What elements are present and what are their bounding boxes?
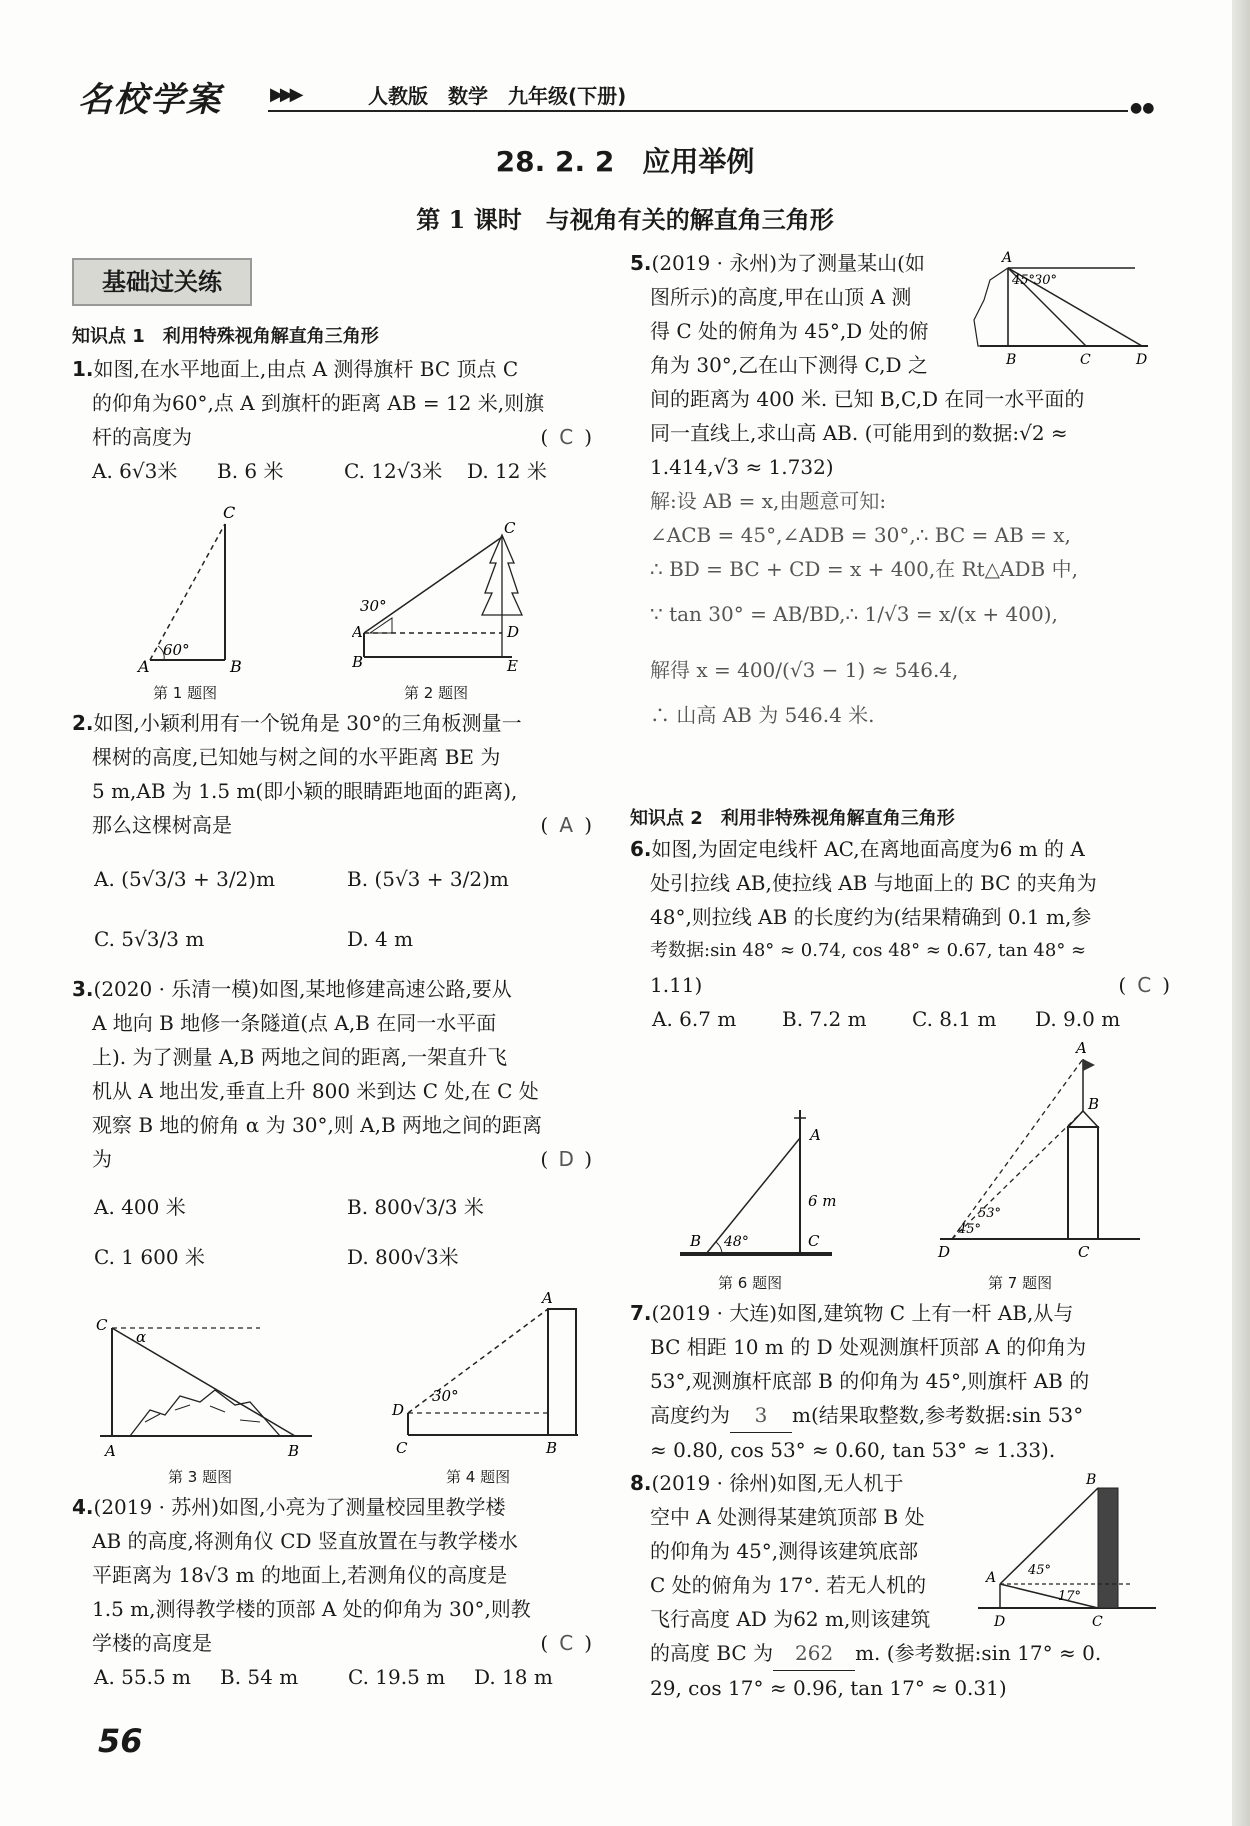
options <box>72 842 592 914</box>
angle-label: 45° <box>1028 1563 1052 1578</box>
question-text: 考数据:sin 48° ≈ 0.74, cos 48° ≈ 0.67, tan 48° ≈ <box>650 940 1087 961</box>
point-label: B <box>690 1232 702 1250</box>
question-text: 的仰角为60°,点 A 到旗杆的距离 AB = 12 米,则旗 <box>92 391 545 415</box>
knowledge-point-1: 知识点 1 利用特殊视角解直角三角形 <box>72 326 379 347</box>
solution-line: 解:设 AB = x,由题意可知: <box>650 489 887 513</box>
question-text: (2019 · 苏州)如图,小亮为了测量校园里教学楼 <box>93 1495 506 1519</box>
figure-2 <box>352 515 532 675</box>
option-c: C. 8.1 m <box>912 1007 997 1031</box>
option-c: C. 5√3/3 m <box>94 927 205 951</box>
options <box>72 454 592 488</box>
point-label: B <box>1088 1095 1100 1113</box>
question-text: 处引拉线 AB,使拉线 AB 与地面上的 BC 的夹角为 <box>650 871 1097 895</box>
option-a: A. 400 米 <box>94 1195 186 1219</box>
question-text: ≈ 0.80, cos 53° ≈ 0.60, tan 53° ≈ 1.33). <box>650 1438 1056 1462</box>
option-b: B. 54 m <box>220 1665 299 1689</box>
solution-line: ∴ BD = BC + CD = x + 400,在 Rt△ADB 中, <box>650 557 1078 581</box>
brand-logo: 名校学案 <box>78 80 222 120</box>
point-label: A <box>542 1289 553 1307</box>
question-text: 如图,为固定电线杆 AC,在离地面高度为6 m 的 A <box>651 837 1085 861</box>
question-text: 1.11) ( C ) <box>630 968 1170 1002</box>
point-label: D <box>392 1401 405 1419</box>
options <box>630 1002 1170 1036</box>
question-text: 空中 A 处测得某建筑顶部 B 处 <box>650 1505 925 1529</box>
question-text: 同一直线上,求山高 AB. (可能用到的数据:√2 ≈ <box>650 421 1068 445</box>
question-text: 那么这棵树高是 ( A ) <box>72 808 592 842</box>
question-6 <box>630 832 1170 1036</box>
question-3 <box>72 972 592 1280</box>
lesson-title: 第 1 课时 与视角有关的解直角三角形 <box>416 205 834 234</box>
question-text: AB 的高度,将测角仪 CD 竖直放置在与教学楼水 <box>92 1529 518 1553</box>
question-text: 角为 30°,乙在山下测得 C,D 之 <box>650 353 928 377</box>
question-text: (2019 · 徐州)如图,无人机于 <box>651 1471 904 1495</box>
question-number: 2. <box>72 711 94 735</box>
angle-label: 30° <box>1034 273 1058 288</box>
section-banner: 基础过关练 <box>72 258 252 306</box>
question-text: (2020 · 乐清一模)如图,某地修建高速公路,要从 <box>93 977 512 1001</box>
question-text: 飞行高度 AD 为62 m,则该建筑 <box>650 1607 931 1631</box>
angle-label: α <box>136 1328 147 1346</box>
question-text: 图所示)的高度,甲在山顶 A 测 <box>650 285 912 309</box>
answer: 3 <box>730 1398 792 1433</box>
question-text: 如图,在水平地面上,由点 A 测得旗杆 BC 顶点 C <box>93 357 519 381</box>
point-label: B <box>546 1439 558 1457</box>
question-7 <box>630 1296 1170 1467</box>
option-d: D. 12 米 <box>467 459 547 483</box>
question-5-cont <box>630 382 1170 732</box>
dots-icon: ●● <box>1130 100 1155 116</box>
question-text: 棵树的高度,已知她与树之间的水平距离 BE 为 <box>92 745 501 769</box>
book-info: 人教版 数学 九年级(下册) <box>368 84 627 108</box>
figure-8 <box>970 1466 1165 1636</box>
point-label: A <box>1076 1039 1087 1057</box>
figure-caption: 第 1 题图 <box>153 684 218 702</box>
option-a: A. (5√3/3 + 3/2)m <box>94 867 276 891</box>
question-text: 高度约为 3 m(结果取整数,参考数据:sin 53° <box>630 1398 1170 1433</box>
option-d: D. 9.0 m <box>1035 1007 1121 1031</box>
point-label: D <box>994 1614 1006 1630</box>
question-8 <box>630 1466 970 1636</box>
question-number: 4. <box>72 1495 94 1519</box>
question-2 <box>72 706 592 974</box>
figure-1 <box>130 500 260 680</box>
question-text: 的仰角为 45°,测得该建筑底部 <box>650 1539 919 1563</box>
figure-6 <box>672 1096 842 1261</box>
question-text: BC 相距 10 m 的 D 处观测旗杆顶部 A 的仰角为 <box>650 1335 1087 1359</box>
question-text: 观察 B 地的俯角 α 为 30°,则 A,B 两地之间的距离 <box>92 1113 543 1137</box>
angle-label: 45° <box>958 1222 982 1237</box>
angle-label: 53° <box>978 1206 1002 1221</box>
question-number: 8. <box>630 1471 652 1495</box>
figure-7 <box>930 1035 1150 1260</box>
answer: C <box>559 425 574 449</box>
figure-5 <box>970 250 1170 370</box>
point-label: C <box>1080 352 1091 368</box>
point-label: A <box>105 1442 116 1460</box>
point-label: E <box>507 657 518 675</box>
point-label: B <box>1086 1472 1097 1488</box>
arrow-icon: ▶▶▶ <box>270 84 300 105</box>
solution-line: ∵ tan 30° = AB/BD,∴ 1/√3 = x/(x + 400), <box>650 602 1058 626</box>
point-label: B <box>230 657 242 676</box>
point-label: C <box>504 519 516 537</box>
figure-caption: 第 6 题图 <box>718 1274 783 1292</box>
figure-4 <box>388 1285 588 1460</box>
figure-caption: 第 2 题图 <box>404 684 469 702</box>
angle-label: 30° <box>360 597 387 615</box>
options <box>72 1176 592 1230</box>
point-label: A <box>138 657 150 676</box>
option-c: C. 19.5 m <box>348 1665 446 1689</box>
option-b: B. (5√3 + 3/2)m <box>347 867 509 891</box>
option-a: A. 6√3米 <box>92 459 178 483</box>
options <box>72 914 592 974</box>
question-number: 5. <box>630 251 652 275</box>
question-1 <box>72 352 592 488</box>
question-text: 29, cos 17° ≈ 0.96, tan 17° ≈ 0.31) <box>650 1676 1007 1700</box>
question-text: 的高度 BC 为 262 m. (参考数据:sin 17° ≈ 0. <box>630 1636 1170 1671</box>
option-b: B. 6 米 <box>217 459 284 483</box>
point-label: B <box>1006 352 1017 368</box>
options <box>72 1660 592 1694</box>
question-text: C 处的俯角为 17°. 若无人机的 <box>650 1573 927 1597</box>
figure-caption: 第 4 题图 <box>446 1468 511 1486</box>
answer: D <box>558 1147 574 1171</box>
answer: A <box>559 813 574 837</box>
question-8-cont <box>630 1636 1170 1705</box>
length-label: 6 m <box>808 1192 837 1210</box>
question-text: (2019 · 大连)如图,建筑物 C 上有一杆 AB,从与 <box>651 1301 1074 1325</box>
question-text: 为 ( D ) <box>72 1142 592 1176</box>
question-text: 如图,小颖利用有一个锐角是 30°的三角板测量一 <box>93 711 522 735</box>
knowledge-point-2: 知识点 2 利用非特殊视角解直角三角形 <box>630 808 955 829</box>
angle-label: 48° <box>724 1234 749 1250</box>
point-label: C <box>1092 1614 1103 1630</box>
page-edge <box>1232 0 1250 1826</box>
question-text: 杆的高度为 ( C ) <box>72 420 592 454</box>
question-text: 平距离为 18√3 m 的地面上,若测角仪的高度是 <box>92 1563 508 1587</box>
answer: C <box>1137 973 1152 997</box>
option-c: C. 12√3米 <box>344 459 443 483</box>
point-label: C <box>223 503 236 522</box>
figure-3 <box>90 1310 320 1460</box>
question-text: (2019 · 永州)为了测量某山(如 <box>651 251 925 275</box>
question-number: 1. <box>72 357 94 381</box>
question-text: 机从 A 地出发,垂直上升 800 米到达 C 处,在 C 处 <box>92 1079 539 1103</box>
point-label: C <box>96 1316 108 1334</box>
question-4 <box>72 1490 592 1694</box>
question-5 <box>630 246 970 382</box>
point-label: D <box>507 623 520 641</box>
point-label: C <box>808 1232 820 1250</box>
point-label: B <box>288 1442 300 1460</box>
question-text: 上). 为了测量 A,B 两地之间的距离,一架直升飞 <box>92 1045 508 1069</box>
option-d: D. 18 m <box>474 1665 553 1689</box>
section-title: 28. 2. 2 应用举例 <box>495 145 755 178</box>
solution-line: 解得 x = 400/(√3 − 1) ≈ 546.4, <box>650 658 959 682</box>
question-number: 7. <box>630 1301 652 1325</box>
option-c: C. 1 600 米 <box>94 1245 205 1269</box>
point-label: D <box>938 1243 951 1260</box>
option-b: B. 7.2 m <box>782 1007 867 1031</box>
point-label: C <box>396 1439 408 1457</box>
point-label: B <box>352 653 364 671</box>
question-text: 48°,则拉线 AB 的长度约为(结果精确到 0.1 m,参 <box>650 905 1092 929</box>
point-label: A <box>1002 250 1013 266</box>
point-label: D <box>1136 352 1148 368</box>
angle-label: 30° <box>432 1387 459 1405</box>
point-label: A <box>986 1570 997 1586</box>
point-label: A <box>810 1126 821 1144</box>
answer: 262 <box>773 1636 855 1671</box>
option-a: A. 55.5 m <box>94 1665 192 1689</box>
angle-label: 17° <box>1058 1589 1082 1604</box>
question-text: 1.5 m,测得教学楼的顶部 A 处的仰角为 30°,则教 <box>92 1597 531 1621</box>
angle-label: 60° <box>163 641 190 659</box>
option-d: D. 4 m <box>347 927 414 951</box>
option-d: D. 800√3米 <box>347 1245 459 1269</box>
header-rule <box>268 110 1128 112</box>
solution-line: ∠ACB = 45°,∠ADB = 30°,∴ BC = AB = x, <box>650 523 1071 547</box>
question-text: 53°,观测旗杆底部 B 的仰角为 45°,则旗杆 AB 的 <box>650 1369 1090 1393</box>
angle-label: 45° <box>1012 273 1036 288</box>
question-text: 得 C 处的俯角为 45°,D 处的俯 <box>650 319 929 343</box>
point-label: A <box>352 623 363 641</box>
question-number: 6. <box>630 837 652 861</box>
page-number: 56 <box>98 1722 143 1760</box>
answer: C <box>559 1631 574 1655</box>
figure-caption: 第 3 题图 <box>168 1468 233 1486</box>
figure-caption: 第 7 题图 <box>988 1274 1053 1292</box>
question-text: A 地向 B 地修一条隧道(点 A,B 在同一水平面 <box>92 1011 497 1035</box>
page-header <box>78 72 1155 120</box>
point-label: C <box>1078 1243 1090 1260</box>
solution-line: ∴ 山高 AB 为 546.4 米. <box>650 703 875 727</box>
option-b: B. 800√3/3 米 <box>347 1195 484 1219</box>
options <box>72 1230 592 1280</box>
question-number: 3. <box>72 977 94 1001</box>
question-text: 间的距离为 400 米. 已知 B,C,D 在同一水平面的 <box>650 387 1085 411</box>
option-a: A. 6.7 m <box>652 1007 737 1031</box>
question-text: 学楼的高度是 ( C ) <box>72 1626 592 1660</box>
question-text: 1.414,√3 ≈ 1.732) <box>650 455 834 479</box>
question-text: 5 m,AB 为 1.5 m(即小颖的眼睛距地面的距离), <box>92 779 518 803</box>
